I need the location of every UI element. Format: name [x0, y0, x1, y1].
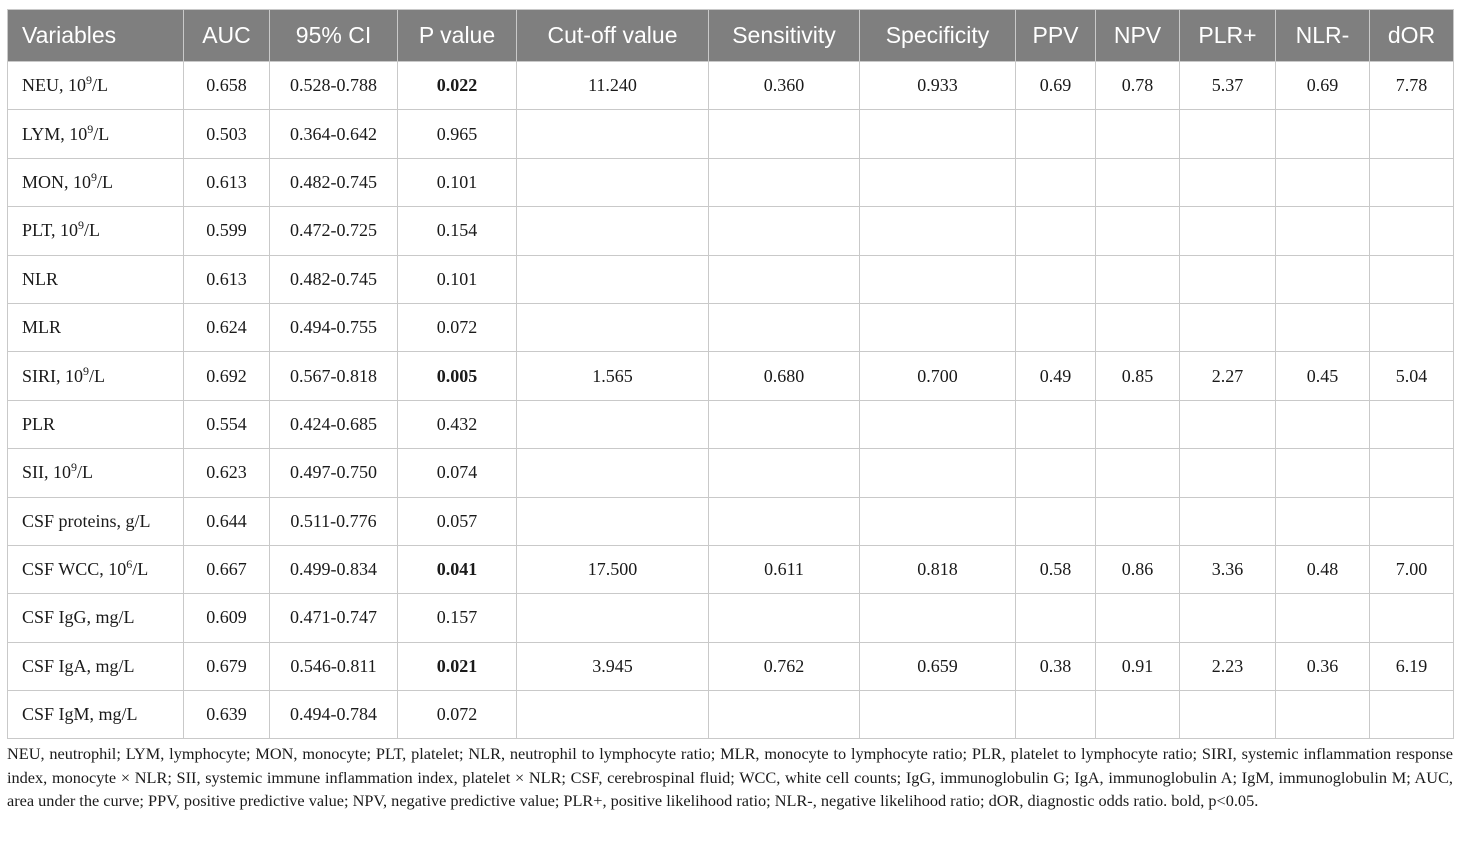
column-header-ci: 95% CI [270, 10, 398, 62]
unit-exponent: 9 [71, 460, 77, 475]
sensitivity-cell: 0.762 [709, 642, 860, 690]
ppv-cell [1016, 691, 1096, 739]
p-value-cell: 0.074 [398, 449, 517, 497]
npv-cell: 0.91 [1096, 642, 1180, 690]
specificity-cell [860, 255, 1016, 303]
variable-cell [8, 545, 184, 593]
variable-cell [8, 158, 184, 206]
table-row [8, 110, 1454, 158]
auc-cell: 0.624 [184, 303, 270, 351]
table-row [8, 255, 1454, 303]
column-header-dor: dOR [1370, 10, 1454, 62]
variable-name: PLR [22, 413, 56, 434]
npv-cell [1096, 400, 1180, 448]
table-row [8, 449, 1454, 497]
ppv-cell [1016, 207, 1096, 255]
variable-cell [8, 62, 184, 110]
variable-unit: /L [77, 462, 93, 483]
sensitivity-cell: 0.611 [709, 545, 860, 593]
plr-cell [1180, 400, 1276, 448]
p-value-cell: 0.432 [398, 400, 517, 448]
npv-cell [1096, 691, 1180, 739]
column-header-specificity: Specificity [860, 10, 1016, 62]
column-header-nlr: NLR- [1276, 10, 1370, 62]
dor-cell [1370, 594, 1454, 642]
variable-name: PLT, 10 [22, 220, 79, 241]
auc-cell: 0.554 [184, 400, 270, 448]
table-row [8, 497, 1454, 545]
sensitivity-cell [709, 207, 860, 255]
column-header-auc: AUC [184, 10, 270, 62]
table-row [8, 158, 1454, 206]
variable-name: MON, 10 [22, 171, 92, 192]
ppv-cell [1016, 449, 1096, 497]
npv-cell [1096, 158, 1180, 206]
auc-cell: 0.613 [184, 158, 270, 206]
nlr-cell [1276, 158, 1370, 206]
cutoff-cell [517, 110, 709, 158]
variable-cell [8, 255, 184, 303]
variable-name: CSF WCC, 10 [22, 559, 127, 580]
specificity-cell [860, 303, 1016, 351]
specificity-cell [860, 110, 1016, 158]
column-header-ppv: PPV [1016, 10, 1096, 62]
plr-cell [1180, 158, 1276, 206]
ci-cell: 0.482-0.745 [270, 255, 398, 303]
ci-cell: 0.499-0.834 [270, 545, 398, 593]
p-value-cell: 0.072 [398, 303, 517, 351]
auc-cell: 0.609 [184, 594, 270, 642]
p-value-cell: 0.965 [398, 110, 517, 158]
npv-cell: 0.78 [1096, 62, 1180, 110]
p-value-cell: 0.021 [398, 642, 517, 690]
dor-cell [1370, 449, 1454, 497]
variable-unit: /L [84, 220, 101, 241]
cutoff-cell [517, 497, 709, 545]
cutoff-cell [517, 691, 709, 739]
ppv-cell [1016, 255, 1096, 303]
table-row [8, 62, 1454, 110]
plr-cell [1180, 449, 1276, 497]
unit-exponent: 9 [87, 121, 94, 136]
table-header [8, 10, 1454, 62]
sensitivity-cell [709, 255, 860, 303]
npv-cell [1096, 110, 1180, 158]
variable-cell [8, 400, 184, 448]
table-body [8, 62, 1454, 739]
p-value-cell: 0.101 [398, 158, 517, 206]
cutoff-cell: 17.500 [517, 545, 709, 593]
plr-cell [1180, 594, 1276, 642]
dor-cell [1370, 400, 1454, 448]
column-header-sensitivity: Sensitivity [709, 10, 860, 62]
table-row [8, 352, 1454, 400]
specificity-cell: 0.933 [860, 62, 1016, 110]
column-header-p-value: P value [398, 10, 517, 62]
dor-cell [1370, 207, 1454, 255]
ci-cell: 0.546-0.811 [270, 642, 398, 690]
header-row [8, 10, 1454, 62]
specificity-cell [860, 449, 1016, 497]
roc-results-table-container [7, 9, 1453, 739]
column-header-npv: NPV [1096, 10, 1180, 62]
specificity-cell [860, 691, 1016, 739]
cutoff-cell: 3.945 [517, 642, 709, 690]
npv-cell: 0.86 [1096, 545, 1180, 593]
nlr-cell [1276, 400, 1370, 448]
column-header-cutoff: Cut-off value [517, 10, 709, 62]
npv-cell [1096, 594, 1180, 642]
dor-cell [1370, 255, 1454, 303]
ppv-cell [1016, 110, 1096, 158]
plr-cell [1180, 303, 1276, 351]
sensitivity-cell [709, 449, 860, 497]
nlr-cell [1276, 594, 1370, 642]
npv-cell [1096, 303, 1180, 351]
ppv-cell [1016, 594, 1096, 642]
roc-results-table [7, 9, 1454, 739]
auc-cell: 0.613 [184, 255, 270, 303]
ci-cell: 0.424-0.685 [270, 400, 398, 448]
nlr-cell [1276, 303, 1370, 351]
unit-exponent: 9 [91, 169, 98, 184]
variable-unit: /L [93, 123, 110, 144]
variable-cell [8, 594, 184, 642]
specificity-cell [860, 207, 1016, 255]
p-value-cell: 0.041 [398, 545, 517, 593]
variable-unit: /L [92, 75, 108, 96]
table-row [8, 642, 1454, 690]
auc-cell: 0.692 [184, 352, 270, 400]
specificity-cell [860, 594, 1016, 642]
variable-name: CSF IgA, mg/L [22, 655, 135, 676]
plr-cell: 5.37 [1180, 62, 1276, 110]
nlr-cell [1276, 691, 1370, 739]
variable-name: SII, 10 [22, 462, 71, 483]
specificity-cell [860, 158, 1016, 206]
sensitivity-cell [709, 158, 860, 206]
cutoff-cell [517, 158, 709, 206]
variable-name: NLR [22, 268, 58, 289]
nlr-cell: 0.69 [1276, 62, 1370, 110]
unit-exponent: 9 [86, 73, 92, 88]
variable-name: SIRI, 10 [22, 365, 84, 386]
variable-unit: /L [89, 365, 106, 386]
dor-cell [1370, 497, 1454, 545]
ci-cell: 0.497-0.750 [270, 449, 398, 497]
table-row [8, 207, 1454, 255]
specificity-cell: 0.818 [860, 545, 1016, 593]
specificity-cell: 0.700 [860, 352, 1016, 400]
ppv-cell [1016, 497, 1096, 545]
unit-exponent: 9 [83, 363, 90, 378]
ppv-cell [1016, 158, 1096, 206]
ci-cell: 0.567-0.818 [270, 352, 398, 400]
variable-name: CSF proteins, g/L [22, 510, 151, 531]
ci-cell: 0.482-0.745 [270, 158, 398, 206]
p-value-cell: 0.057 [398, 497, 517, 545]
specificity-cell [860, 400, 1016, 448]
variable-name: MLR [22, 317, 62, 338]
sensitivity-cell [709, 110, 860, 158]
nlr-cell [1276, 497, 1370, 545]
ci-cell: 0.494-0.784 [270, 691, 398, 739]
sensitivity-cell: 0.360 [709, 62, 860, 110]
nlr-cell [1276, 207, 1370, 255]
p-value-cell: 0.101 [398, 255, 517, 303]
sensitivity-cell [709, 400, 860, 448]
ppv-cell: 0.49 [1016, 352, 1096, 400]
specificity-cell: 0.659 [860, 642, 1016, 690]
p-value-cell: 0.157 [398, 594, 517, 642]
column-header-plr: PLR+ [1180, 10, 1276, 62]
ci-cell: 0.511-0.776 [270, 497, 398, 545]
table-row [8, 303, 1454, 351]
variable-name: LYM, 10 [22, 123, 88, 144]
variable-cell [8, 642, 184, 690]
variable-cell [8, 303, 184, 351]
sensitivity-cell [709, 303, 860, 351]
variable-name: CSF IgM, mg/L [22, 704, 138, 725]
table-row [8, 545, 1454, 593]
sensitivity-cell [709, 497, 860, 545]
cutoff-cell [517, 303, 709, 351]
dor-cell [1370, 691, 1454, 739]
variable-cell [8, 110, 184, 158]
cutoff-cell [517, 449, 709, 497]
auc-cell: 0.623 [184, 449, 270, 497]
plr-cell: 2.23 [1180, 642, 1276, 690]
ci-cell: 0.471-0.747 [270, 594, 398, 642]
cutoff-cell [517, 594, 709, 642]
ppv-cell [1016, 303, 1096, 351]
dor-cell: 6.19 [1370, 642, 1454, 690]
plr-cell [1180, 255, 1276, 303]
dor-cell: 7.00 [1370, 545, 1454, 593]
nlr-cell: 0.36 [1276, 642, 1370, 690]
npv-cell [1096, 255, 1180, 303]
cutoff-cell [517, 400, 709, 448]
cutoff-cell: 11.240 [517, 62, 709, 110]
table-footnote: NEU, neutrophil; LYM, lymphocyte; MON, monocyte; PLT, platelet; NLR, neutrophil to lymphocyte ratio; MLR, monocyte to lymphocyte ratio; PLR, platelet to lymphocyte ratio; SIRI, systemic inflammation response index, monocyte × NLR; SII, systemic immune inflammation index, platelet × NLR; CSF, cerebrospinal fluid; WCC, white cell counts; IgG, immunoglobulin G; IgA, immunoglobulin A; IgM, immunoglobulin M; AUC, area under the curve; PPV, positive predictive value; NPV, negative predictive value; PLR+, positive likelihood ratio; NLR-, negative likelihood ratio; dOR, diagnostic odds ratio. bold, p<0.05. [7, 744, 1453, 811]
plr-cell [1180, 691, 1276, 739]
npv-cell [1096, 207, 1180, 255]
nlr-cell: 0.45 [1276, 352, 1370, 400]
table-row [8, 400, 1454, 448]
plr-cell [1180, 207, 1276, 255]
auc-cell: 0.503 [184, 110, 270, 158]
auc-cell: 0.644 [184, 497, 270, 545]
dor-cell [1370, 158, 1454, 206]
variable-cell [8, 207, 184, 255]
unit-exponent: 6 [126, 557, 133, 572]
nlr-cell [1276, 255, 1370, 303]
npv-cell [1096, 449, 1180, 497]
specificity-cell [860, 497, 1016, 545]
sensitivity-cell: 0.680 [709, 352, 860, 400]
p-value-cell: 0.154 [398, 207, 517, 255]
p-value-cell: 0.005 [398, 352, 517, 400]
ppv-cell: 0.58 [1016, 545, 1096, 593]
variable-cell [8, 497, 184, 545]
nlr-cell: 0.48 [1276, 545, 1370, 593]
dor-cell: 7.78 [1370, 62, 1454, 110]
ppv-cell: 0.69 [1016, 62, 1096, 110]
variable-cell [8, 691, 184, 739]
auc-cell: 0.658 [184, 62, 270, 110]
unit-exponent: 9 [78, 218, 85, 233]
auc-cell: 0.599 [184, 207, 270, 255]
ppv-cell: 0.38 [1016, 642, 1096, 690]
variable-unit: /L [132, 559, 149, 580]
variable-cell [8, 449, 184, 497]
cutoff-cell [517, 255, 709, 303]
npv-cell [1096, 497, 1180, 545]
ci-cell: 0.494-0.755 [270, 303, 398, 351]
dor-cell [1370, 110, 1454, 158]
variable-name: NEU, 10 [22, 75, 86, 96]
plr-cell [1180, 110, 1276, 158]
ci-cell: 0.364-0.642 [270, 110, 398, 158]
cutoff-cell: 1.565 [517, 352, 709, 400]
variable-unit: /L [97, 171, 114, 192]
cutoff-cell [517, 207, 709, 255]
variable-name: CSF IgG, mg/L [22, 607, 135, 628]
auc-cell: 0.679 [184, 642, 270, 690]
sensitivity-cell [709, 594, 860, 642]
sensitivity-cell [709, 691, 860, 739]
auc-cell: 0.639 [184, 691, 270, 739]
table-row [8, 691, 1454, 739]
ci-cell: 0.472-0.725 [270, 207, 398, 255]
p-value-cell: 0.072 [398, 691, 517, 739]
p-value-cell: 0.022 [398, 62, 517, 110]
plr-cell: 2.27 [1180, 352, 1276, 400]
nlr-cell [1276, 449, 1370, 497]
auc-cell: 0.667 [184, 545, 270, 593]
ppv-cell [1016, 400, 1096, 448]
column-header-variables: Variables [8, 10, 184, 62]
plr-cell [1180, 497, 1276, 545]
table-row [8, 594, 1454, 642]
npv-cell: 0.85 [1096, 352, 1180, 400]
ci-cell: 0.528-0.788 [270, 62, 398, 110]
dor-cell: 5.04 [1370, 352, 1454, 400]
nlr-cell [1276, 110, 1370, 158]
plr-cell: 3.36 [1180, 545, 1276, 593]
variable-cell [8, 352, 184, 400]
dor-cell [1370, 303, 1454, 351]
